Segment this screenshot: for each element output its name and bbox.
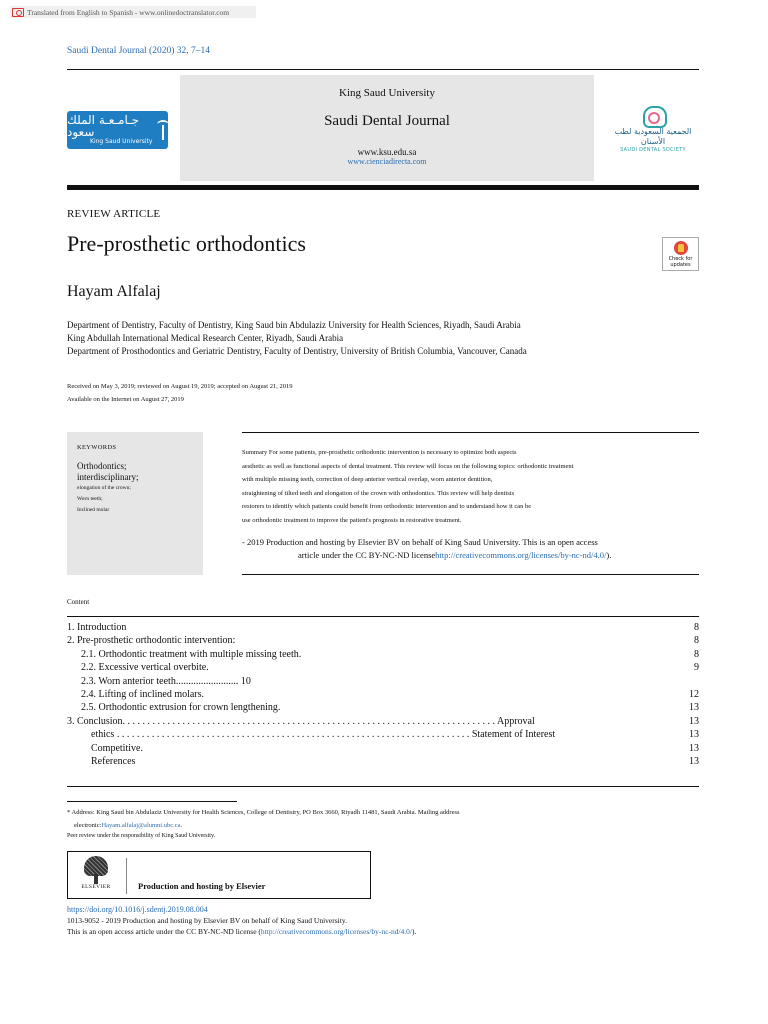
toc-entry[interactable] [67,755,699,768]
issn-line: 1013-9052 - 2019 Production and hosting by Elsevier BV on behalf of King Saud University. [67,916,347,925]
oa-prefix: This is an open access article under the CC BY-NC-ND license ( [67,927,261,936]
elsevier-hosting-text: Production and hosting by Elsevier [138,881,266,891]
license-link[interactable]: http://creativecommons.org/licenses/by-nc-nd/4.0/ [435,550,607,560]
license-suffix: ). [606,550,612,560]
translator-banner[interactable] [10,6,256,18]
abstract-line: restorers to identify which patients could benefit from orthodontic intervention and to understand how it can be [242,503,532,510]
toc-entry-page: 13 [689,755,699,767]
footnote-divider [67,801,237,802]
abstract-line: with multiple missing teeth, correction of deep anterior vertical overlap, worn anterior dentition, [242,476,493,483]
toc-entry-title: ethics . . . . . . . . . . . . . . . . . . . . . . . . . . . . . . . . . . . . . . . . . . . . . . . . . . . . . . . . . . . . . . . . . . . . . . . Statement of Interest [91,729,556,741]
toc-entry-title: 1. Introduction [67,622,127,633]
palm-emblem-icon [156,119,168,141]
keyword: elongation of the crown; [77,485,131,491]
abstract-divider-bottom [242,574,699,575]
toc-entry[interactable] [67,648,699,661]
oa-license-link[interactable]: http://creativecommons.org/licenses/by-nc-nd/4.0/ [260,927,412,936]
affiliation: Department of Dentistry, Faculty of Dentistry, King Saud bin Abdulaziz University for Health Sciences, Riyadh, Saudi Arabia [67,320,521,330]
abstract-line: Summary For some patients, pre-prosthetic orthodontic intervention is necessary to optimize both aspects [242,449,517,456]
elsevier-divider [126,858,127,894]
toc-entry-page: 8 [694,648,699,660]
article-dates [67,380,292,406]
article-type: REVIEW ARTICLE [67,208,161,220]
affiliation: King Abdullah International Medical Research Center, Riyadh, Saudi Arabia [67,333,344,343]
abstract-text [242,446,573,527]
author-name[interactable]: Hayam Alfalaj [67,283,161,300]
toc-divider-top [67,616,699,617]
toc-entry-page: 8 [694,622,699,633]
available-date: Available on the Internet on August 27, 2019 [67,396,184,403]
email-suffix: . [180,822,183,829]
masthead [67,75,699,181]
keywords-box [67,432,203,575]
license-line [242,549,611,562]
society-english-name: SAUDI DENTAL SOCIETY [620,147,686,153]
ksu-logo-text [67,114,152,146]
peer-review-note: Peer review under the responsibility of King Saud University. [67,833,216,839]
toc-entry-title: 2.1. Orthodontic treatment with multiple missing teeth. [81,648,302,660]
license-line: - 2019 Production and hosting by Elsevier BV on behalf of King Saud University. This is an open access [242,537,598,547]
toc-entry[interactable] [67,675,699,688]
toc-entry[interactable] [67,715,699,728]
translator-text: Translated from English to Spanish - www.onlinedoctranslator.com [27,7,230,17]
toc-entry-title: References [91,755,136,767]
oa-suffix: ). [411,927,417,936]
correspondence-footnote [67,806,460,832]
doi-link[interactable]: https://doi.org/10.1016/j.sdentj.2019.08.004 [67,905,208,914]
toc-entry[interactable] [67,661,699,674]
received-date: Received on May 3, 2019; reviewed on August 19, 2019; accepted on August 21, 2019 [67,383,293,390]
university-name: King Saud University [339,87,435,99]
toc-entry-title: 2. Pre-prosthetic orthodontic intervention: [67,635,236,647]
license-prefix: article under the CC BY-NC-ND license [298,550,436,560]
top-divider [67,69,699,70]
toc-entry[interactable] [67,621,699,634]
toc-divider-bottom [67,786,699,787]
toc-entry-title: 2.2. Excessive vertical overbite. [81,662,209,674]
toc-entry[interactable] [67,728,699,741]
check-for-updates-button[interactable] [662,237,699,271]
elsevier-wordmark: ELSEVIER [81,884,111,890]
toc-entry-page: 13 [689,702,699,714]
elsevier-box [67,851,371,899]
keyword: Orthodontics; [77,461,127,471]
sciencedirect-link[interactable]: www.cienciadirecta.com [347,157,427,166]
abstract-divider-top [242,432,699,433]
check-for-updates-label: Check for updates [668,256,693,268]
toc-entry[interactable] [67,688,699,701]
toc-entry-page: 9 [694,662,699,674]
journal-reference[interactable]: Saudi Dental Journal (2020) 32, 7–14 [67,46,211,56]
elsevier-logo [78,856,114,894]
ksu-logo [67,111,168,149]
footnote-address: * Address: King Saud bin Abdulaziz University for Health Sciences, College of Dentistry, PO Box 3660, Riyadh 11481, Saudi Arabia. Mailing address [67,809,460,816]
email-prefix: electronic: [74,822,102,829]
open-access-line [67,927,416,936]
keyword: Worn teeth; [77,496,103,502]
toc-entry[interactable] [67,701,699,714]
author-email-link[interactable]: Hayam.alfalaj@alumni.ubc.ca [101,822,181,829]
ksu-logo-arabic: جـامـعـة الملك سعود [67,113,140,139]
bookmark-icon [674,241,688,255]
toc-entry-page: 12 [689,688,699,700]
saudi-dental-society-logo [607,105,699,153]
toc-entry-title: 3. Conclusion. . . . . . . . . . . . . . . . . . . . . . . . . . . . . . . . . . . . . . . . . . . . . . . . . . . . . . . . . . . . . . . . . . . . . . . . . . . Approval [67,715,535,727]
abstract-line: straightening of tilted teeth and elongation of the crown with orthodontics. This review will help dentists [242,489,515,497]
tooth-icon [641,105,665,127]
toc-entry-title: 2.4. Lifting of inclined molars. [81,688,205,700]
keywords-heading: KEYWORDS [77,444,117,451]
toc-entry-title: 2.5. Orthodontic extrusion for crown lengthening. [81,702,281,714]
ksu-logo-english: King Saud University [90,138,153,145]
society-arabic-name: الجمعية السعودية لطب الأسنان [614,127,692,146]
toc-entry[interactable] [67,742,699,755]
abstract-license [242,536,611,562]
toc-entry-page: 8 [694,635,699,647]
toc-entry-page: 13 [689,742,699,754]
translator-icon [12,8,24,17]
masthead-divider [67,185,699,190]
affiliations [67,319,527,358]
toc-entry-title: 2.3. Worn anterior teeth......................... 10 [81,675,251,687]
abstract-line: use orthodontic treatment to improve the patient's prognosis in restorative treatment. [242,516,462,524]
masthead-box [180,75,594,181]
toc-entry-page: 13 [689,715,699,727]
toc-entry[interactable] [67,634,699,647]
university-website[interactable]: www.ksu.edu.sa [357,147,417,157]
toc-entry-page: 13 [689,729,699,741]
footnote-email-line [67,819,460,832]
affiliation: Department of Prosthodontics and Geriatric Dentistry, Faculty of Dentistry, University of British Columbia, Vancouver, Canada [67,346,527,356]
toc-entry-title: Competitive. [91,742,143,754]
article-title: Pre-prosthetic orthodontics [67,231,306,256]
table-of-contents [67,621,699,768]
abstract-line: aesthetic as well as functional aspects of dental treatment. This review will focus on the following topics: orthodontic treatment [242,462,574,470]
elsevier-tree-icon [81,856,111,884]
keyword: Inclined molar [77,507,110,513]
journal-name: Saudi Dental Journal [324,113,450,129]
contents-heading: Content [67,598,90,606]
keyword: interdisciplinary; [77,472,139,482]
